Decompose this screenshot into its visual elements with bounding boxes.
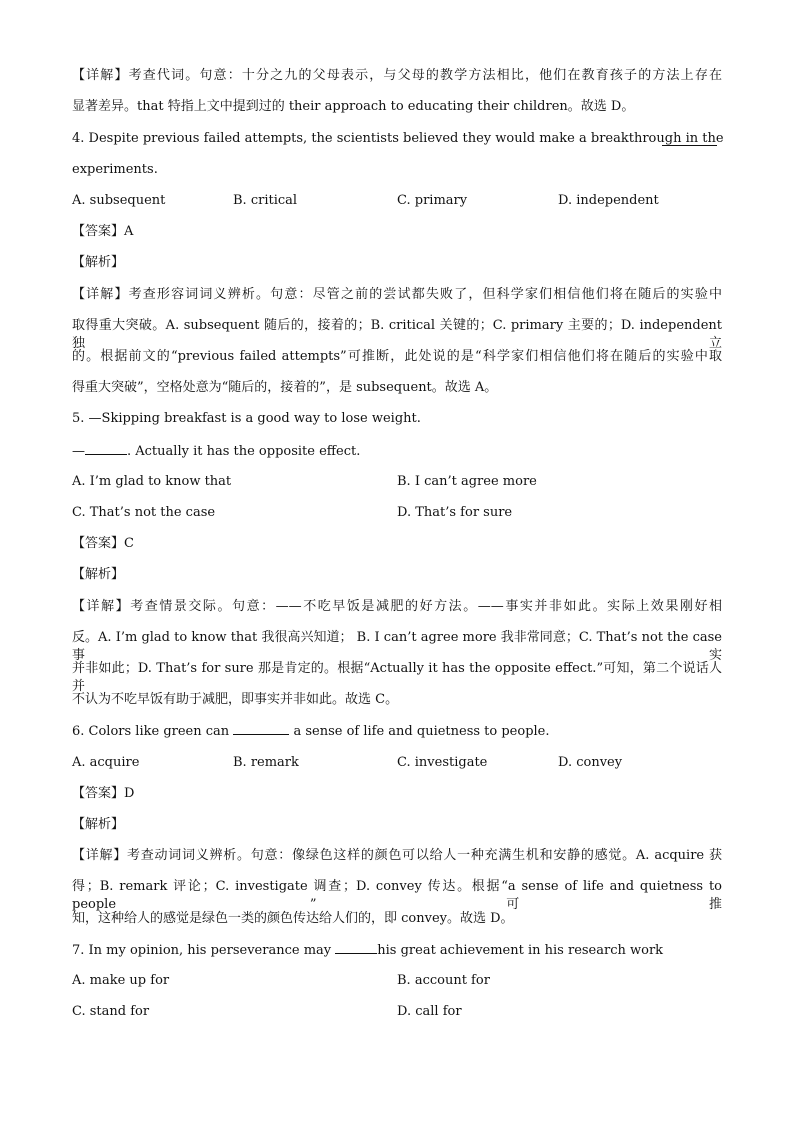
q5-stem-suffix: . Actually it has the opposite effect. [127, 444, 361, 459]
q6-option-b[interactable]: B. remark [233, 755, 299, 770]
q4-option-b[interactable]: B. critical [233, 193, 298, 208]
q6-blank [233, 722, 289, 735]
q6-option-d[interactable]: D. convey [558, 755, 623, 770]
q6-option-c[interactable]: C. investigate [397, 755, 488, 770]
q6-analysis-label: 【解析】 [72, 817, 125, 832]
q4-detail-line3: 的。根据前文的“previous failed attempts”可推断，此处说的是“科学家们相信他们将在随后的实验中取 [72, 349, 722, 364]
q4-stem-text: 4. Despite previous failed attempts, the scientists believed they would make a breakthrough in the [72, 131, 724, 146]
q4-answer: 【答案】A [72, 224, 134, 239]
q6-detail-line3: 知，这种给人的感觉是绿色一类的颜色传达给人们的，即 convey。故选 D。 [72, 911, 514, 926]
q7-option-c[interactable]: C. stand for [72, 1004, 150, 1019]
q5-detail-line3: 并非如此；D. That’s for sure 那是肯定的。根据“Actually it has the opposite effect.”可知，第二个说话人并 [72, 661, 722, 694]
q5-stem-line1: 5. —Skipping breakfast is a good way to lose weight. [72, 411, 421, 426]
q5-stem-line2 [72, 442, 722, 461]
q7-option-d[interactable]: D. call for [397, 1004, 462, 1019]
q7-option-a[interactable]: A. make up for [72, 973, 170, 988]
q4-option-d[interactable]: D. independent [558, 193, 659, 208]
q4-detail-line1: 【详解】考查形容词词义辨析。句意：尽管之前的尝试都失败了，但科学家们相信他们将在随后的实验中 [72, 287, 722, 302]
q5-dash: — [72, 444, 85, 459]
q5-detail-line2: 反。A. I’m glad to know that 我很高兴知道； B. I can’t agree more 我非常同意；C. That’s not the case 事实 [72, 630, 722, 663]
q7-stem-prefix: 7. In my opinion, his perseverance may [72, 943, 332, 958]
q5-detail-line4: 不认为不吃早饭有助于减肥，即事实并非如此。故选 C。 [72, 692, 399, 707]
q6-option-a[interactable]: A. acquire [72, 755, 140, 770]
q6-stem [72, 722, 722, 741]
q7-stem-suffix: his great achievement in his research work [377, 943, 664, 958]
q4-stem-line2: experiments. [72, 162, 158, 177]
q4-option-c[interactable]: C. primary [397, 193, 468, 208]
q5-option-a[interactable]: A. I’m glad to know that [72, 474, 232, 489]
q4-stem-line1 [72, 130, 722, 148]
q6-detail-line1: 【详解】考查动词词义辨析。句意：像绿色这样的颜色可以给人一种充满生机和安静的感觉。A. acquire 获 [72, 848, 722, 863]
q6-detail-line2: 得；B. remark 评论；C. investigate 调查；D. convey 传达。根据“a sense of life and quietness to people ”可推 [72, 879, 722, 912]
q4-detail-line4: 得重大突破”，空格处意为“随后的，接着的”，是 subsequent。故选 A。 [72, 380, 498, 395]
q5-answer: 【答案】C [72, 536, 134, 551]
q7-stem [72, 941, 722, 960]
q6-stem-prefix: 6. Colors like green can [72, 724, 230, 739]
q7-option-b[interactable]: B. account for [397, 973, 490, 988]
q5-analysis-label: 【解析】 [72, 567, 125, 582]
q5-blank [85, 442, 127, 455]
q5-option-b[interactable]: B. I can’t agree more [397, 474, 537, 489]
q4-analysis-label: 【解析】 [72, 255, 125, 270]
q7-blank [335, 941, 377, 954]
q4-option-a[interactable]: A. subsequent [72, 193, 166, 208]
q5-option-c[interactable]: C. That’s not the case [72, 505, 216, 520]
q4-blank [662, 133, 717, 146]
q6-answer: 【答案】D [72, 786, 135, 801]
q3-detail-line1: 【详解】考查代词。句意：十分之九的父母表示，与父母的教学方法相比，他们在教育孩子的方法上存在 [72, 68, 722, 83]
q4-detail-line2: 取得重大突破。A. subsequent 随后的，接着的；B. critical 关键的；C. primary 主要的；D. independent 独立 [72, 318, 722, 351]
q3-detail-line2: 显著差异。that 特指上文中提到过的 their approach to educating their children。故选 D。 [72, 99, 635, 114]
q5-option-d[interactable]: D. That’s for sure [397, 505, 513, 520]
q6-stem-suffix: a sense of life and quietness to people. [293, 724, 550, 739]
q5-detail-line1: 【详解】考查情景交际。句意：——不吃早饭是减肥的好方法。——事实并非如此。实际上效果刚好相 [72, 599, 722, 614]
